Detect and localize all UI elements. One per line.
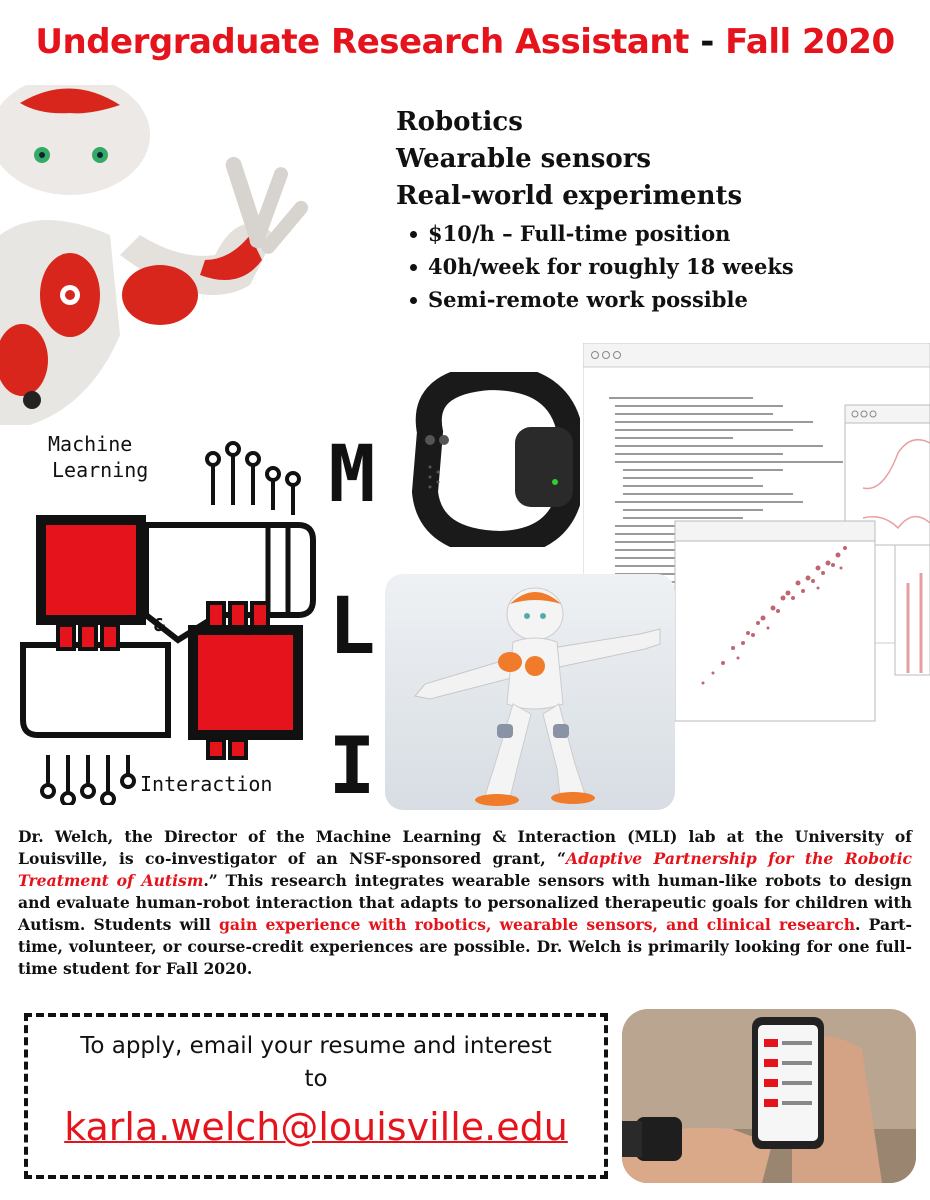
bullet-icon	[410, 231, 417, 238]
experience-highlight: gain experience with robotics, wearable sensors, and clinical research	[219, 915, 856, 934]
topics-list	[396, 104, 794, 316]
topic-wearable-sensors: Wearable sensors	[396, 144, 652, 174]
hands-phone-image	[622, 1009, 916, 1183]
email-link[interactable]: karla.welch@louisville.edu	[64, 1105, 568, 1149]
letter-l: L	[328, 582, 376, 672]
detail-hours-text: 40h/week for roughly 18 weeks	[428, 254, 794, 279]
letter-i: I	[328, 722, 376, 812]
mli-letters	[318, 430, 388, 810]
nao-robot-image	[0, 85, 330, 425]
detail-hours	[396, 250, 794, 283]
detail-remote-text: Semi-remote work possible	[428, 287, 748, 312]
topic-robotics: Robotics	[396, 107, 523, 137]
description-paragraph	[18, 826, 912, 980]
title-separator: -	[700, 22, 714, 62]
mli-logo	[18, 425, 318, 805]
apply-instruction: To apply, email your resume and interest	[80, 1033, 552, 1059]
detail-pay	[396, 217, 794, 250]
apply-box	[24, 1013, 608, 1179]
page-title	[0, 22, 930, 62]
para-part1: Dr. Welch, the Director of the Machine Learning & Interaction (MLI) lab at the University of Louisville, is co-investigator of an NSF-sponsored grant, “	[18, 827, 912, 868]
logo-learning: Learning	[52, 458, 149, 482]
bullet-icon	[410, 297, 417, 304]
nao-robot-photo	[385, 574, 675, 810]
logo-machine: Machine	[48, 432, 133, 456]
grant-title: Adaptive Partnership for the Robotic Treatment of Autism	[18, 849, 912, 890]
para-part3: . Part-time, volunteer, or course-credit experiences are possible. Dr. Welch is primarily looking for one full-time student for Fall 2020.	[18, 915, 912, 978]
apply-to: to	[304, 1066, 328, 1092]
details-list	[396, 217, 794, 316]
title-term: Fall 2020	[725, 22, 895, 62]
topic-real-world-experiments: Real-world experiments	[396, 181, 743, 211]
letter-m: M	[328, 430, 376, 520]
detail-remote	[396, 283, 794, 316]
logo-interaction: Interaction	[140, 772, 273, 796]
bullet-icon	[410, 264, 417, 271]
para-part2: .” This research integrates wearable sensors with human-like robots to design and evaluate human-robot interaction that adapts to personalized therapeutic goals for children with Autism. Students will	[18, 871, 912, 934]
title-main: Undergraduate Research Assistant	[35, 22, 689, 62]
detail-pay-text: $10/h – Full-time position	[428, 221, 731, 246]
wristband-image	[410, 372, 580, 547]
logo-ampersand: &	[154, 615, 165, 636]
